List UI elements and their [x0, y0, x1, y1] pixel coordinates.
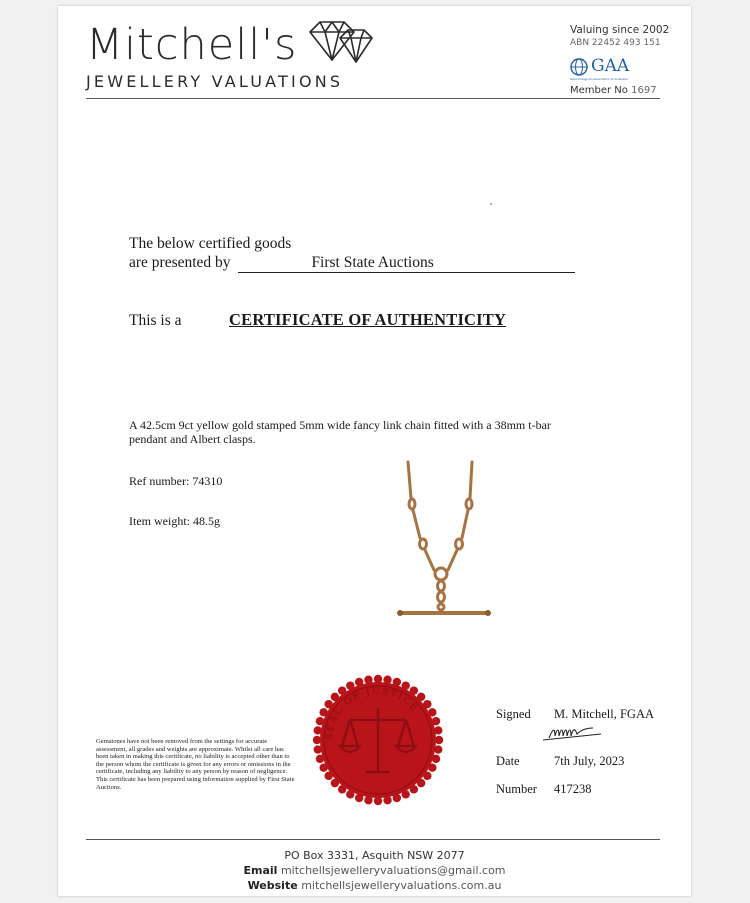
weight-label: Item weight: — [129, 514, 190, 528]
intro-line-1: The below certified goods — [129, 235, 292, 252]
certificate-title: CERTIFICATE OF AUTHENTICITY — [229, 310, 507, 329]
ref-number — [129, 474, 222, 489]
weight-value: 48.5g — [192, 514, 220, 528]
website-label: Website — [247, 879, 298, 892]
gaa-text: GAA — [591, 56, 630, 76]
gaa-globe-icon — [570, 58, 588, 76]
diamond-icon — [306, 20, 374, 64]
presented-by-label: are presented by — [129, 254, 231, 271]
presenter-name: First State Auctions — [238, 254, 575, 273]
gold-chain-image — [396, 458, 496, 622]
certificate-prefix: This is a — [129, 312, 182, 329]
disclaimer-text: Gemstones have not been removed from the settings for accurate assessment, all grades and weights are approximate. Whilst all care has been taken in making this certificate, no liability is accepted other than to the person whom the certificate is given for any errors or omissions in the certificate, including any liability to any person by reason of negligence. This certificate has been prepared using information supplied by First State Auctions. — [96, 738, 295, 791]
member-number — [570, 85, 657, 96]
seal-text: SEAL OF JUSTICE — [324, 686, 421, 741]
seal-scallop — [374, 797, 382, 805]
number-value: 417238 — [554, 782, 592, 796]
item-description: A 42.5cm 9ct yellow gold stamped 5mm wide fancy link chain fitted with a 38mm t-bar pendant and Albert clasps. — [129, 418, 551, 446]
speck — [490, 203, 492, 205]
handwritten-signature — [541, 724, 605, 744]
date-value: 7th July, 2023 — [554, 754, 625, 768]
seal-scallop — [313, 736, 321, 744]
ref-label: Ref number: — [129, 474, 190, 488]
valuing-since: Valuing since 2002 — [570, 24, 670, 36]
abn-number: ABN 22452 493 151 — [570, 38, 661, 48]
footer-divider — [86, 839, 660, 840]
date-label: Date — [496, 754, 520, 768]
number-label: Number — [496, 782, 537, 796]
email-label: Email — [243, 864, 278, 877]
signed-name: M. Mitchell, FGAA — [554, 707, 654, 721]
certificate-page — [58, 6, 691, 896]
seal-scallop — [374, 675, 382, 683]
footer-address: PO Box 3331, Asquith NSW 2077 — [284, 849, 465, 862]
ref-value: 74310 — [192, 474, 223, 488]
email-value: mitchellsjewelleryvaluations@gmail.com — [280, 864, 506, 877]
brand-subtitle: JEWELLERY VALUATIONS — [86, 72, 344, 91]
gaa-subtitle: Gemmological Association of Australia — [570, 77, 628, 81]
footer-website — [58, 879, 691, 892]
item-weight — [129, 514, 220, 529]
header-divider — [86, 98, 660, 99]
intro-line-2 — [129, 254, 575, 273]
signed-label: Signed — [496, 707, 531, 721]
brand-name: Mitchell's — [86, 20, 298, 70]
wax-seal — [312, 674, 444, 806]
seal-scallop — [435, 736, 443, 744]
website-value: mitchellsjewelleryvaluations.com.au — [301, 879, 502, 892]
member-label: Member No — [570, 85, 628, 96]
gaa-logo — [570, 56, 640, 80]
member-value: 1697 — [631, 85, 657, 96]
footer-email — [58, 864, 691, 877]
